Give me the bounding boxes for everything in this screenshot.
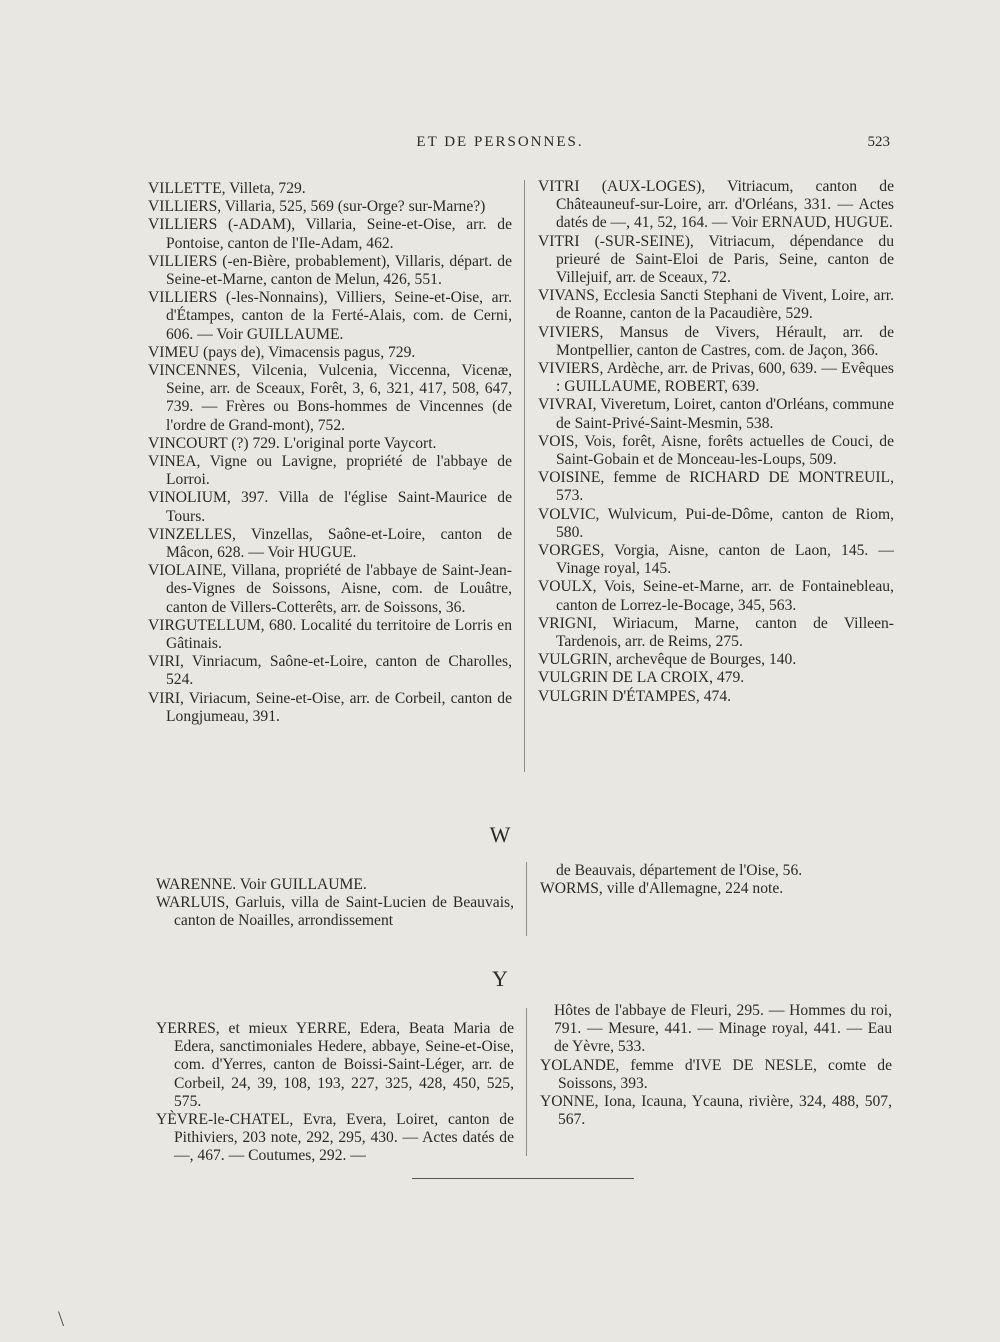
index-entry: VRIGNI, Wiriacum, Marne, canton de Villeen-Tardenois, arr. de Reims, 275. <box>538 614 894 651</box>
index-entry: VIRI, Vinriacum, Saône-et-Loire, canton de Charolles, 524. <box>148 653 512 689</box>
index-entry: VULGRIN D'ÉTAMPES, 474. <box>538 687 732 705</box>
section-v-left-column <box>148 180 512 726</box>
index-entry: VIVANS, Ecclesia Sancti Stephani de Vivent, Loire, arr. de Roanne, canton de la Pacaudière, 529. <box>538 287 894 323</box>
end-rule <box>412 1178 634 1179</box>
index-entry: VOULX, Vois, Seine-et-Marne, arr. de Fontainebleau, canton de Lorrez-le-Bocage, 345, 563. <box>538 578 894 614</box>
index-entry: VIVRAI, Viveretum, Loiret, canton d'Orléans, commune de Saint-Privé-Saint-Mesmin, 538. <box>538 396 894 432</box>
index-entry: VILLIERS (-les-Nonnains), Villiers, Seine-et-Oise, arr. d'Étampes, canton de la Ferté-Alais, com. de Cerni, 606. — Voir GUILLAUME. <box>148 289 512 343</box>
index-entry: VILLETTE, Villeta, 729. <box>148 180 306 197</box>
index-entry: VIVIERS, Mansus de Vivers, Hérault, arr. de Montpellier, canton de Castres, com. de Jaçon, 366. <box>538 323 894 359</box>
section-letter-w: W <box>489 822 511 847</box>
index-entry: VOIS, Vois, forêt, Aisne, forêts actuelles de Couci, de Saint-Gobain et de Monceau-les-Loups, 509. <box>538 432 894 469</box>
section-letter-y: Y <box>492 966 508 991</box>
index-entry: WORMS, ville d'Allemagne, 224 note. <box>540 880 784 898</box>
index-entry: VIOLAINE, Villana, propriété de l'abbaye de Saint-Jean-des-Vignes de Soissons, Aisne, com. de Louâtre, canton de Villers-Cotterêts, arr. de Soissons, 36. <box>148 562 512 616</box>
index-entry: YOLANDE, femme d'IVE DE NESLE, comte de Soissons, 393. <box>540 1056 892 1092</box>
index-entry: VIMEU (pays de), Vimacensis pagus, 729. <box>148 343 416 361</box>
index-entry: VITRI (-SUR-SEINE), Vitriacum, dépendance du prieuré de Saint-Eloi de Paris, Seine, canton de Villejuif, arr. de Sceaux, 72. <box>538 232 894 287</box>
index-entry: Hôtes de l'abbaye de Fleuri, 295. — Hommes du roi, 791. — Mesure, 441. — Minage royal, 441. — Eau de Yèvre, 533. <box>554 1002 892 1056</box>
index-entry: WARLUIS, Garluis, villa de Saint-Lucien de Beauvais, canton de Noailles, arrondissement <box>156 894 514 930</box>
index-entry: de Beauvais, département de l'Oise, 56. <box>556 862 803 879</box>
index-entry: YERRES, et mieux YERRE, Edera, Beata Maria de Edera, sanctimoniales Hedere, abbaye, Seine-et-Oise, com. d'Yerres, canton de Boissi-Saint-Léger, arr. de Corbeil, 24, 39, 108, 193, 227, 325, 428, 450, 525, 575. <box>156 1020 514 1110</box>
index-entry: VOLVIC, Wulvicum, Pui-de-Dôme, canton de Riom, 580. <box>538 505 894 541</box>
index-entry: VINOLIUM, 397. Villa de l'église Saint-Maurice de Tours. <box>148 489 512 525</box>
margin-mark: \ <box>58 1306 65 1331</box>
running-title: ET DE PERSONNES. <box>416 134 584 150</box>
column-divider <box>526 862 527 936</box>
running-head <box>0 134 1000 156</box>
index-entry: VIRI, Viriacum, Seine-et-Oise, arr. de Corbeil, canton de Longjumeau, 391. <box>148 689 512 725</box>
column-divider <box>524 180 525 772</box>
index-entry: VORGES, Vorgia, Aisne, canton de Laon, 145. — Vinage royal, 145. <box>538 542 894 578</box>
index-entry: VIRGUTELLUM, 680. Localité du territoire de Lorris en Gâtinais. <box>148 616 512 653</box>
index-entry: VINCOURT (?) 729. L'original porte Vaycort. <box>148 434 437 452</box>
section-v-right-column <box>538 178 894 706</box>
column-divider <box>526 1008 527 1156</box>
index-entry: VILLIERS (-en-Bière, probablement), Villaris, départ. de Seine-et-Marne, canton de Melun, 426, 551. <box>148 252 512 289</box>
index-entry: VITRI (AUX-LOGES), Vitriacum, canton de Châteauneuf-sur-Loire, arr. d'Orléans, 331. — Actes datés de —, 41, 52, 164. — Voir ERNAUD, HUGUE. <box>538 178 894 232</box>
index-entry: VILLIERS (-ADAM), Villaria, Seine-et-Oise, arr. de Pontoise, canton de l'Ile-Adam, 462. <box>148 216 512 252</box>
index-entry: VOISINE, femme de RICHARD DE MONTREUIL, 573. <box>538 469 894 505</box>
page-number: 523 <box>867 134 890 150</box>
index-entry: VINZELLES, Vinzellas, Saône-et-Loire, canton de Mâcon, 628. — Voir HUGUE. <box>148 525 512 562</box>
section-y-left-column <box>156 1020 514 1166</box>
index-entry: WARENNE. Voir GUILLAUME. <box>156 876 367 893</box>
section-y-right-column <box>540 1002 892 1129</box>
index-entry: YONNE, Iona, Icauna, Ycauna, rivière, 324, 488, 507, 567. <box>540 1093 892 1129</box>
index-entry: VILLIERS, Villaria, 525, 569 (sur-Orge? sur-Marne?) <box>148 198 486 216</box>
index-entry: VIVIERS, Ardèche, arr. de Privas, 600, 639. — Evêques : GUILLAUME, ROBERT, 639. <box>538 360 894 396</box>
section-w-left-column <box>156 876 514 931</box>
index-entry: VULGRIN, archevêque de Bourges, 140. <box>538 651 797 669</box>
index-entry: VULGRIN DE LA CROIX, 479. <box>538 669 745 687</box>
index-entry: VINEA, Vigne ou Lavigne, propriété de l'abbaye de Lorroi. <box>148 453 512 489</box>
section-w-right-column <box>540 862 870 898</box>
index-entry: VINCENNES, Vilcenia, Vulcenia, Viccenna, Vicenæ, Seine, arr. de Sceaux, Forêt, 3, 6, 321, 417, 508, 647, 739. — Frères ou Bons-hommes de Vincennes (de l'ordre de Grand-mont), 752. <box>148 362 512 434</box>
index-entry: YÈVRE-le-CHATEL, Evra, Evera, Loiret, canton de Pithiviers, 203 note, 292, 295, 430. — Actes datés de —, 467. — Coutumes, 292. — <box>156 1111 514 1165</box>
